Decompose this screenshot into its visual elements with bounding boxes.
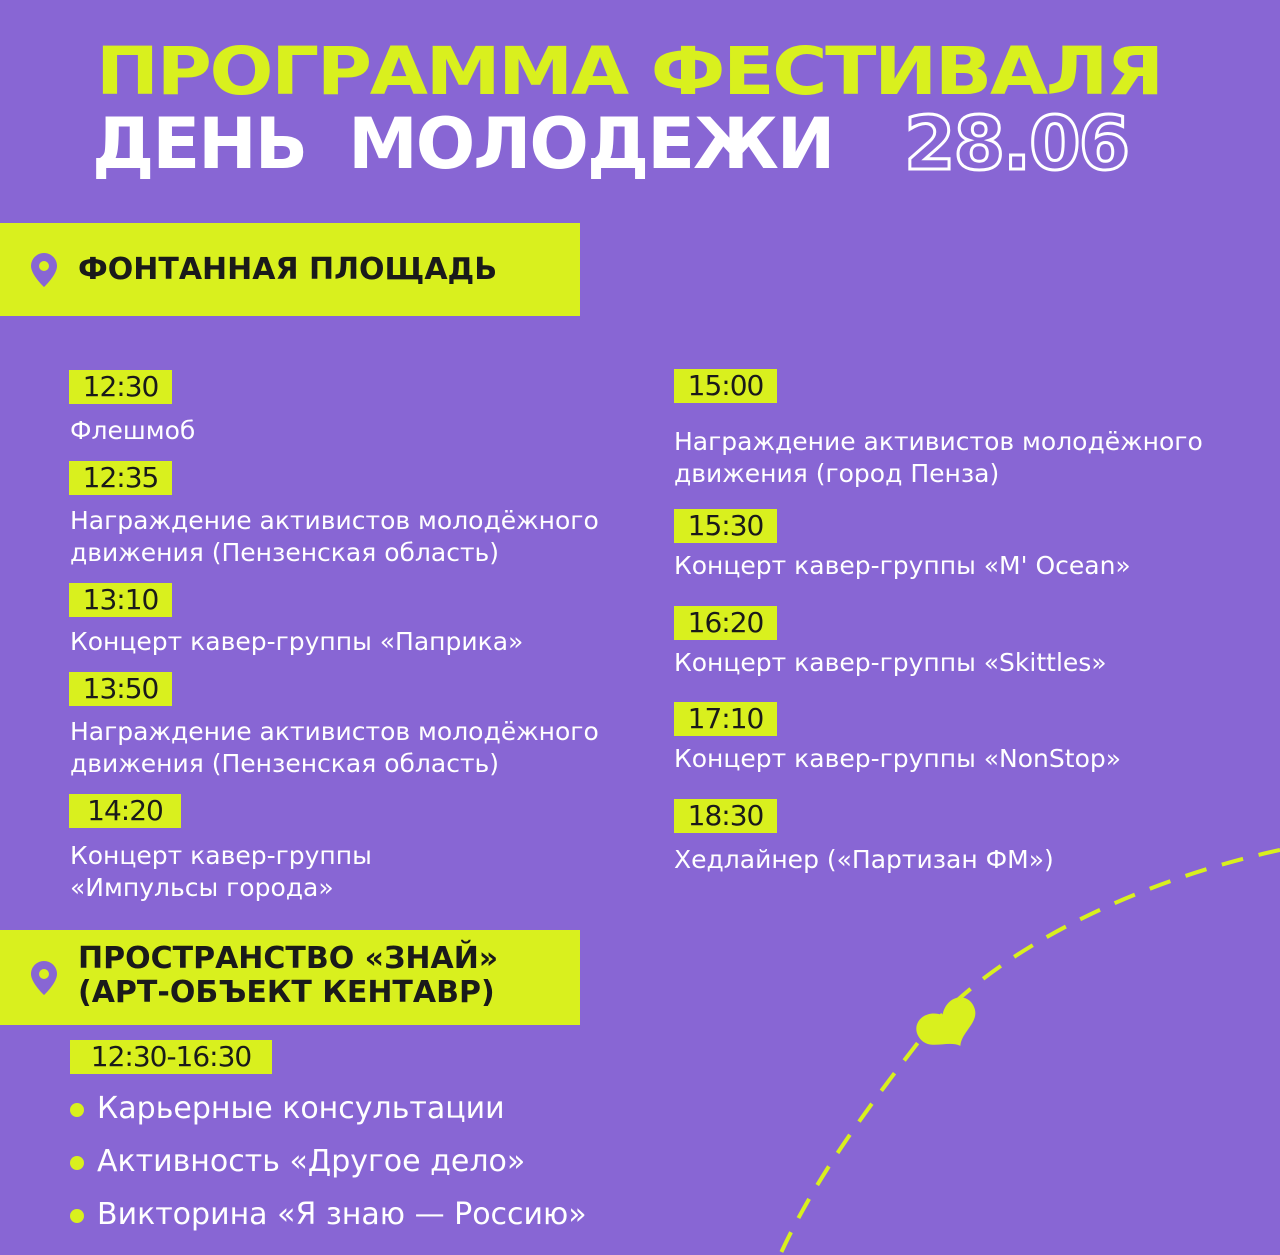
location-pin-icon (30, 960, 58, 996)
festival-title: ПРОГРАММА ФЕСТИВАЛЯ (96, 33, 1162, 110)
venue-banner-znai-space (0, 930, 580, 1025)
festival-subtitle (92, 104, 833, 184)
bullet-dot-icon (70, 1156, 84, 1170)
heart-icon (911, 992, 988, 1062)
list-item (68, 1088, 587, 1141)
schedule-time: 18:30 (674, 799, 777, 833)
schedule-time: 12:30-16:30 (70, 1040, 272, 1074)
schedule-event: Флешмоб (70, 416, 196, 445)
venue-name: ФОНТАННАЯ ПЛОЩАДЬ (78, 252, 498, 287)
schedule-time: 15:00 (674, 369, 777, 403)
list-item (68, 1194, 587, 1247)
schedule-event: Концерт кавер-группы «Паприка» (70, 627, 524, 656)
dashed-arc-decoration (760, 830, 1280, 1255)
schedule-event: Хедлайнер («Партизан ФМ») (674, 845, 1054, 874)
venue-name (78, 942, 498, 1010)
activities-list (68, 1088, 587, 1247)
schedule-event: «Импульсы города» (70, 873, 334, 902)
schedule-time: 17:10 (674, 702, 777, 736)
schedule-time: 16:20 (674, 606, 777, 640)
bullet-dot-icon (70, 1103, 84, 1117)
schedule-event: Награждение активистов молодёжного (674, 427, 1203, 456)
schedule-event: Награждение активистов молодёжного (70, 506, 599, 535)
venue-name-line-2: (АРТ-ОБЪЕКТ КЕНТАВР) (78, 975, 495, 1010)
schedule-event: движения (Пензенская область) (70, 749, 500, 778)
schedule-time: 12:35 (69, 461, 172, 495)
festival-date: 28.06 (904, 101, 1129, 187)
list-item-label: Активность «Другое дело» (97, 1144, 526, 1179)
subtitle-word-2: МОЛОДЕЖИ (348, 103, 834, 185)
schedule-event: Концерт кавер-группы «Skittles» (674, 648, 1107, 677)
schedule-time: 13:50 (69, 672, 172, 706)
schedule-event: Концерт кавер-группы «M' Ocean» (674, 551, 1131, 580)
list-item-label: Викторина «Я знаю — Россию» (97, 1197, 587, 1232)
location-pin-icon (30, 252, 58, 288)
schedule-time: 13:10 (69, 583, 172, 617)
schedule-event: Концерт кавер-группы «NonStop» (674, 744, 1122, 773)
list-item-label: Карьерные консультации (97, 1091, 505, 1126)
schedule-event: Награждение активистов молодёжного (70, 717, 599, 746)
schedule-time: 14:20 (69, 794, 181, 828)
bullet-dot-icon (70, 1209, 84, 1223)
venue-name-line-1: ПРОСТРАНСТВО «ЗНАЙ» (78, 941, 499, 976)
subtitle-word-1: ДЕНЬ (92, 103, 307, 185)
list-item (68, 1141, 587, 1194)
venue-banner-fountain-square (0, 223, 580, 316)
schedule-event: движения (город Пенза) (674, 459, 1000, 488)
schedule-time: 12:30 (69, 370, 172, 404)
schedule-event: Концерт кавер-группы (70, 841, 372, 870)
schedule-event: движения (Пензенская область) (70, 538, 500, 567)
schedule-time: 15:30 (674, 509, 777, 543)
